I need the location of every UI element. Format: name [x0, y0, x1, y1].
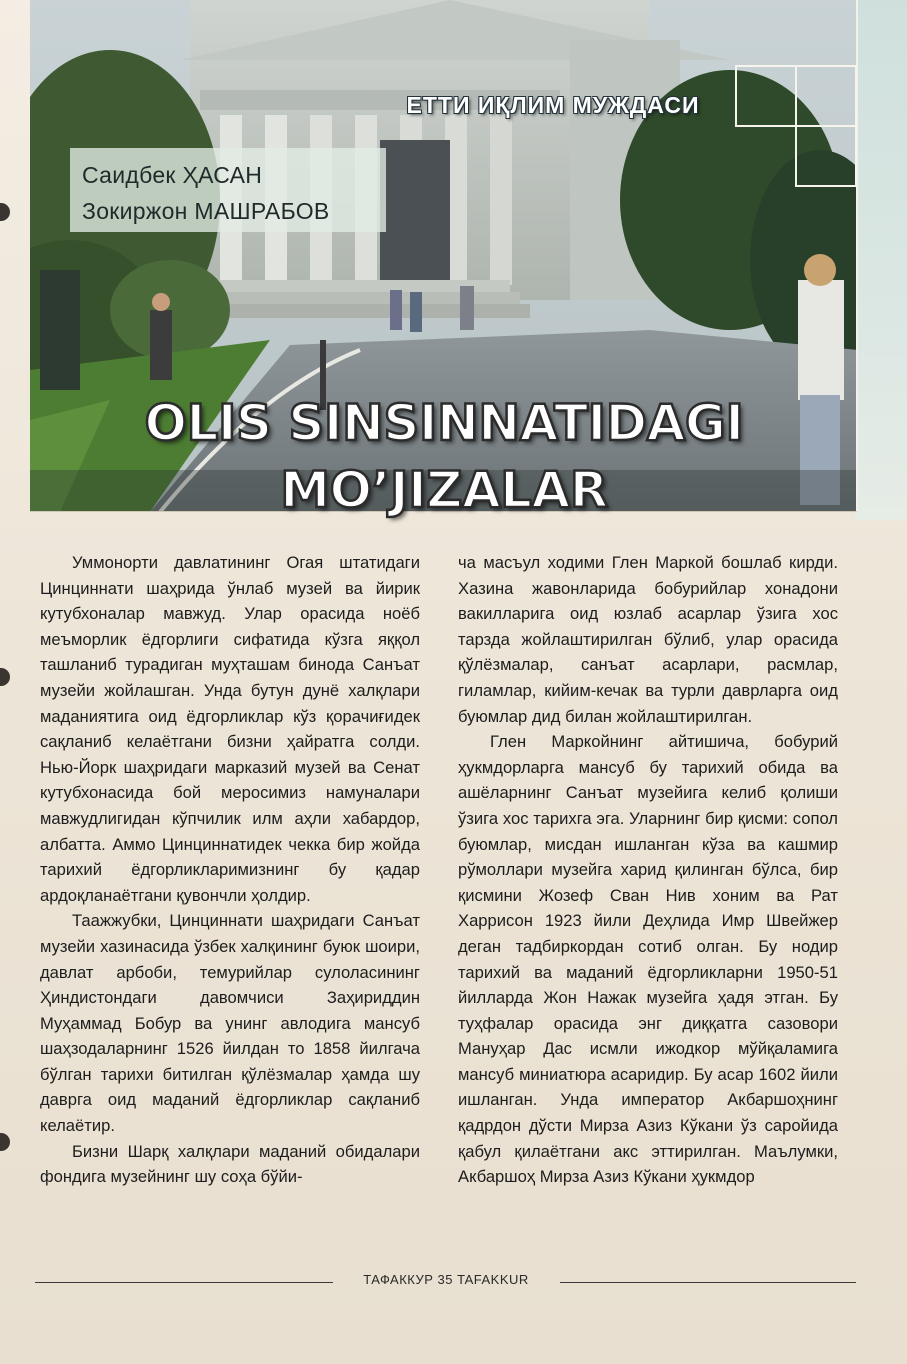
decorative-teal-strip [855, 0, 907, 520]
footer-rule-left [35, 1282, 333, 1283]
author-name: Саидбек ҲАСАН [82, 162, 263, 188]
paragraph: Уммонорти давлатининг Огая штатидаги Цинциннати шаҳрида ўнлаб музей ва йирик кутубхоналар мавжуд. Улар орасида ноёб меъморлик ёдгорлиги сифатида кўзга яққол ташланиб турадиган муҳташам бинода Санъат музейи жойлашган. Унда бутун дунё халқлари маданиятига оид ёдгорликлар кўз қорачиғидек сақланиб келаётгани бизни ҳайратга солди. Нью-Йорк шаҳридаги марказий музей ва Сенат кутубхонасида бой меросимиз намуналари мавжудлигидан кўпчилик илм аҳли хабардор, албатта. Аммо Цинциннатидек чекка бир жойда тарихий ёдгорликларимизнинг бу қадар ардоқланаётгани қувончли ҳолдир. [40, 553, 420, 905]
paragraph: Глен Маркойнинг айтишича, бобурий ҳукмдорларга мансуб бу тарихий обида ва ашёларнинг Санъат музейига келиб қолиши ўзига хос тарихга эга. Уларнинг бир қисми: сопол буюмлар, мисдан ишланган кўза ва кашмир рўмоллари музейга харид қилинган бўлса, бир қисмини Жозеф Сван Нив хоним ва Рат Харрисон 1923 йили Деҳлида Имр Швейжер деган тадбиркордан сотиб олган. Бу нодир тарихий ва маданий ёдгорликларни 1950-51 йилларда Жон Нажак музейга ҳадя этган. Бу туҳфалар орасида энг диққатга сазовори Мануҳар Дас исмли ижодкор мўйқаламига мансуб миниатюра асаридир. Бу асар 1602 йили ишланган. Унда император Акбаршоҳнинг қадрдон дўсти Мирза Азиз Кўкани ўз саройида қабул қилаётгани акс эттирилган. Маълумки, Акбаршоҳ Мирза Азиз Кўкани ҳукмдор [458, 732, 838, 1187]
paragraph: ча масъул ходими Глен Маркой бошлаб кирди. Хазина жавонларида бобурийлар хонадони вакилларига оид юзлаб асарлар ўзига хос тарзда жойлаштирилган бўлиб, улар орасида қўлёзмалар, санъат асарлари, расмлар, гиламлар, кийим-кечак ва турли даврларга оид буюмлар дид билан жойлаштирилган. [458, 553, 838, 726]
article-title-line: MO’JIZALAR [280, 461, 608, 519]
author-name: Зокиржон МАШРАБОВ [82, 198, 330, 224]
section-rubric: ЕТТИ ИҚЛИМ МУЖДАСИ [406, 92, 700, 118]
decorative-squares [735, 65, 857, 187]
paragraph: Таажжубки, Цинциннати шаҳридаги Санъат музейи хазинасида ўзбек халқининг буюк шоири, давлат арбоби, темурийлар сулоласининг Ҳиндистондаги давомчиси Заҳириддин Муҳаммад Бобур ва унинг авлодига мансуб шаҳзодаларнинг 1526 йилдан то 1858 йилгача бўлган тарихи битилган қўлёзмалар ҳамда шу даврга оид маданий ёдгорликлар сақланиб келаётир. [40, 911, 420, 1136]
paragraph: Бизни Шарқ халқлари маданий обидалари фондига музейнинг шу соҳа бўйи- [40, 1141, 420, 1187]
footer-rule-right [560, 1282, 856, 1283]
article-column-right [458, 550, 838, 1270]
article-title-line: OLIS SINSINNATIDAGI [144, 394, 744, 452]
page-footer: ТАФАККУР 35 TAFAKKUR [363, 1272, 529, 1287]
article-column-left [40, 550, 420, 1270]
